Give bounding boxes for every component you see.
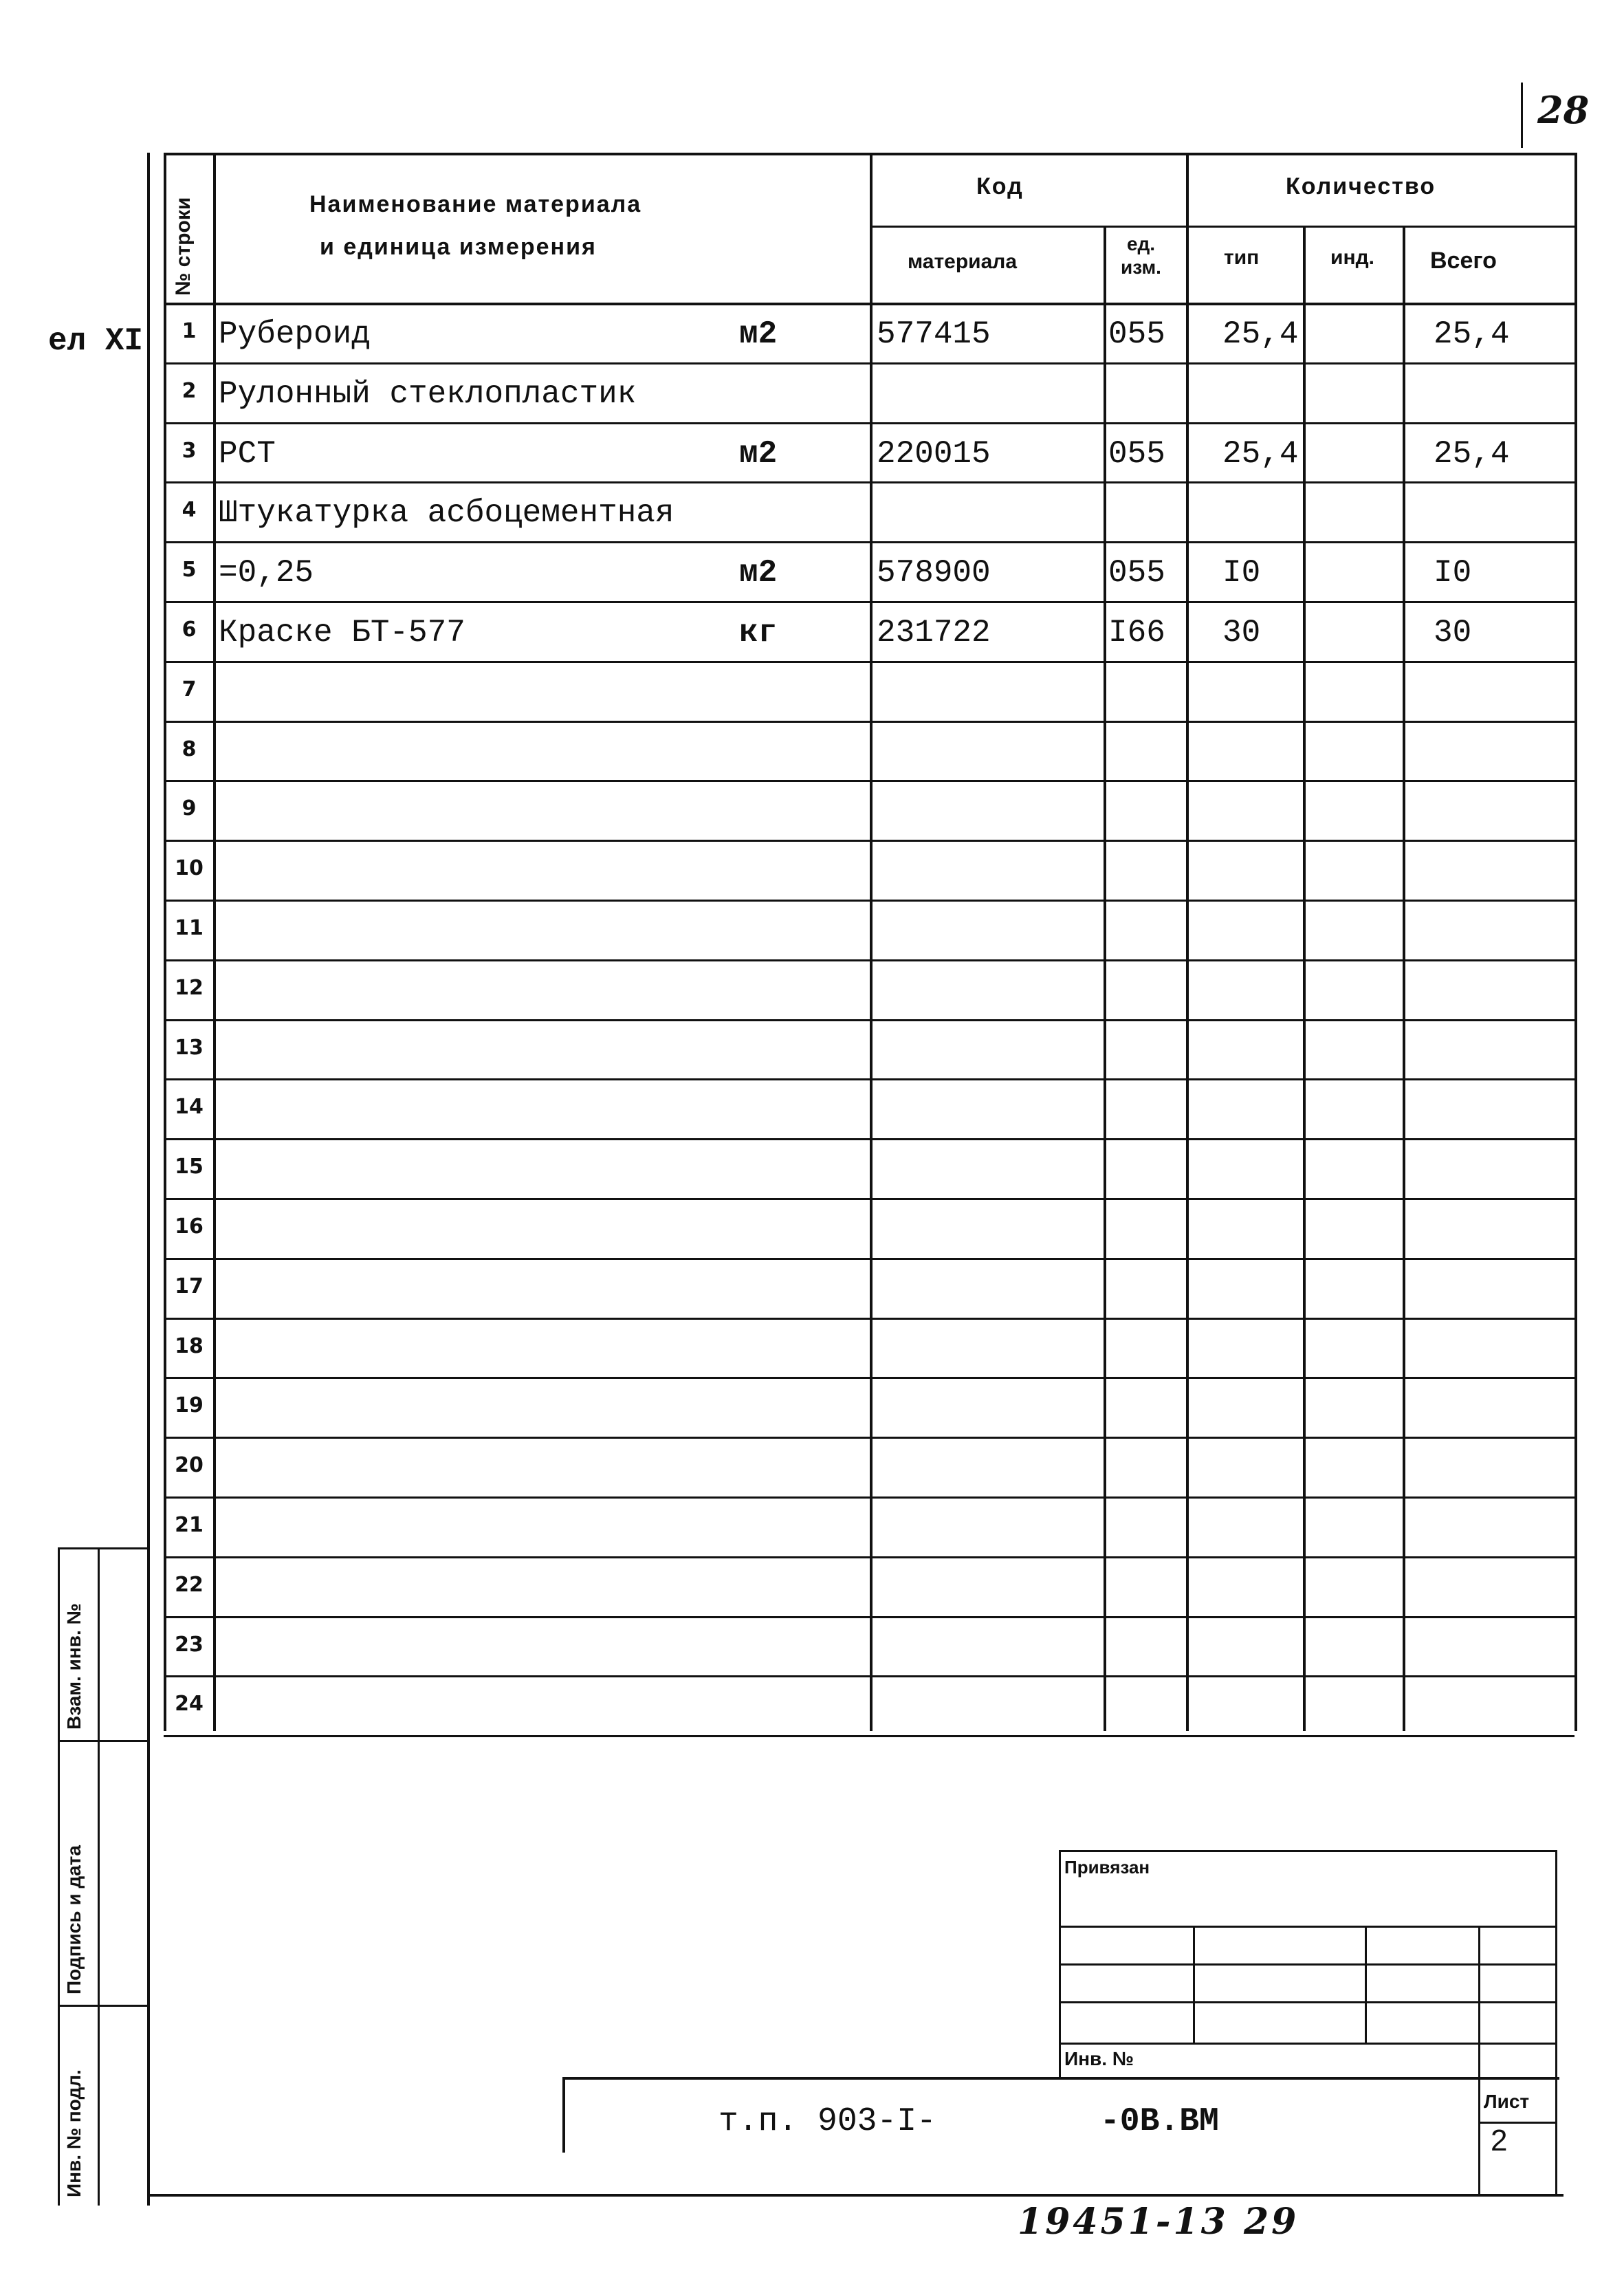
- row-number: 12: [175, 975, 204, 1000]
- header-type: тип: [1224, 246, 1260, 269]
- row-divider: [164, 900, 1574, 902]
- cell-name: Рулонный стеклопластик: [219, 375, 637, 412]
- frame-left-border: [147, 153, 150, 2206]
- cell-name: Рубероид: [219, 316, 371, 352]
- cell-ucode: 055: [1108, 435, 1165, 472]
- row-number: 19: [175, 1393, 204, 1418]
- col-line-unitcode: [1186, 153, 1189, 1731]
- cell-total: 25,4: [1434, 316, 1510, 352]
- row-number: 6: [182, 618, 197, 642]
- header-subdivider: [870, 226, 1574, 228]
- stamp-vright: [1555, 1850, 1557, 2194]
- row-number: 3: [182, 438, 197, 463]
- header-code: Код: [976, 173, 1024, 199]
- row-number: 21: [175, 1513, 204, 1537]
- row-divider: [164, 721, 1574, 723]
- col-line-rownum: [213, 153, 216, 1731]
- header-name-line2: и единица измерения: [320, 234, 597, 260]
- sheet-label: Лист: [1484, 2091, 1530, 2112]
- side-mark: ел XI: [48, 323, 144, 359]
- row-number: 13: [175, 1035, 204, 1060]
- row-number: 16: [175, 1215, 204, 1239]
- row-number: 11: [175, 916, 204, 940]
- row-number: 5: [182, 558, 197, 583]
- header-ind: инд.: [1330, 246, 1374, 269]
- footer-note: 19451-13 29: [1018, 2201, 1299, 2243]
- cell-code: 220015: [877, 435, 991, 472]
- stamp-line2: [1059, 1963, 1557, 1966]
- cell-unit: м2: [739, 555, 778, 591]
- cell-total: I0: [1434, 555, 1472, 591]
- side-strip-left: [58, 1547, 60, 2206]
- row-number: 24: [175, 1692, 204, 1717]
- designation-left-text: т.п. 903-I-: [718, 2103, 936, 2140]
- side-strip-div1: [58, 1740, 147, 1742]
- row-number: 2: [182, 378, 197, 403]
- row-divider: [164, 601, 1574, 603]
- cell-unit: кг: [739, 615, 778, 651]
- cell-name: =0,25: [219, 555, 314, 591]
- side-strip-div2: [58, 2005, 147, 2007]
- row-divider: [164, 1616, 1574, 1618]
- page-number-divider: [1521, 83, 1523, 148]
- row-divider: [164, 1258, 1574, 1260]
- header-bottom-border: [164, 303, 1574, 305]
- cell-code: 577415: [877, 316, 991, 352]
- cell-code: 578900: [877, 555, 991, 591]
- cell-name: Краске БТ-577: [219, 615, 465, 651]
- row-divider: [164, 362, 1574, 364]
- row-number: 9: [182, 796, 197, 821]
- stamp-vleft: [1059, 1850, 1061, 2077]
- row-number: 10: [175, 856, 204, 881]
- row-number: 15: [175, 1155, 204, 1179]
- cell-total: 25,4: [1434, 435, 1510, 472]
- designation-top: [562, 2077, 1559, 2080]
- row-number: 8: [182, 737, 197, 761]
- cell-ucode: I66: [1108, 615, 1165, 651]
- row-divider: [164, 959, 1574, 961]
- stamp-line1: [1059, 1926, 1557, 1928]
- row-divider: [164, 1496, 1574, 1499]
- stamp-attached-label: Привязан: [1064, 1857, 1150, 1877]
- cell-code: 231722: [877, 615, 991, 651]
- side-label-inv-replace: Взам. инв. №: [63, 1603, 85, 1730]
- sheet-number: 2: [1491, 2124, 1508, 2157]
- row-number: 23: [175, 1632, 204, 1657]
- col-line-name: [870, 153, 873, 1731]
- row-divider: [164, 1377, 1574, 1379]
- row-divider: [164, 840, 1574, 842]
- cell-unit: м2: [739, 316, 778, 352]
- col-line-right: [1574, 153, 1577, 1731]
- row-number: 22: [175, 1572, 204, 1597]
- col-line-matcode: [1104, 226, 1106, 1731]
- cell-ucode: 055: [1108, 555, 1165, 591]
- row-divider: [164, 1556, 1574, 1558]
- cell-type: I0: [1222, 555, 1261, 591]
- row-divider: [164, 1437, 1574, 1439]
- row-number: 18: [175, 1334, 204, 1358]
- side-label-signature-date: Подпись и дата: [63, 1845, 85, 1994]
- row-divider: [164, 1675, 1574, 1677]
- frame-bottom-border: [147, 2194, 1563, 2197]
- cell-name: Штукатурка асбоцементная: [219, 495, 674, 532]
- side-label-inv-original: Инв. № подл.: [63, 2069, 85, 2197]
- cell-name: РСТ: [219, 435, 276, 472]
- row-number: 17: [175, 1274, 204, 1298]
- col-line-ind: [1403, 226, 1405, 1731]
- stamp-line4: [1059, 2043, 1557, 2045]
- row-number: 7: [182, 677, 197, 701]
- table-top-border: [164, 153, 1574, 155]
- col-line-type: [1303, 226, 1306, 1731]
- stamp-v2: [1365, 1926, 1367, 2043]
- header-material-code: материала: [908, 250, 1018, 273]
- row-number: 14: [175, 1095, 204, 1120]
- row-divider: [164, 1318, 1574, 1320]
- row-number: 20: [175, 1453, 204, 1478]
- cell-type: 25,4: [1222, 316, 1299, 352]
- cell-type: 30: [1222, 615, 1261, 651]
- cell-unit: м2: [739, 435, 778, 472]
- header-quantity: Количество: [1286, 173, 1436, 199]
- designation-right-text: -0В.ВМ: [1100, 2103, 1219, 2140]
- side-strip-top: [58, 1547, 147, 1549]
- stamp-top: [1059, 1850, 1557, 1852]
- header-name-line1: Наименование материала: [309, 191, 642, 217]
- row-number: 1: [182, 319, 197, 343]
- designation-left: [562, 2077, 565, 2153]
- stamp-v1: [1193, 1926, 1195, 2043]
- cell-total: 30: [1434, 615, 1472, 651]
- header-unit-code: ед. изм.: [1121, 233, 1161, 278]
- page-number: 28: [1537, 88, 1590, 132]
- stamp-v3: [1478, 1926, 1480, 2194]
- row-number: 4: [182, 498, 197, 523]
- stamp-line3: [1059, 2001, 1557, 2003]
- row-divider: [164, 780, 1574, 782]
- header-row-number: № строки: [172, 197, 195, 296]
- row-divider: [164, 1078, 1574, 1080]
- side-strip-inner: [98, 1547, 100, 2206]
- row-divider: [164, 1138, 1574, 1140]
- row-divider: [164, 1198, 1574, 1200]
- header-total: Всего: [1430, 248, 1497, 274]
- row-divider: [164, 1019, 1574, 1021]
- row-divider: [164, 481, 1574, 483]
- row-divider: [164, 1735, 1574, 1737]
- row-divider: [164, 422, 1574, 424]
- cell-type: 25,4: [1222, 435, 1299, 472]
- stamp-inv-no-label: Инв. №: [1064, 2048, 1134, 2069]
- row-divider: [164, 541, 1574, 543]
- cell-ucode: 055: [1108, 316, 1165, 352]
- row-divider: [164, 661, 1574, 663]
